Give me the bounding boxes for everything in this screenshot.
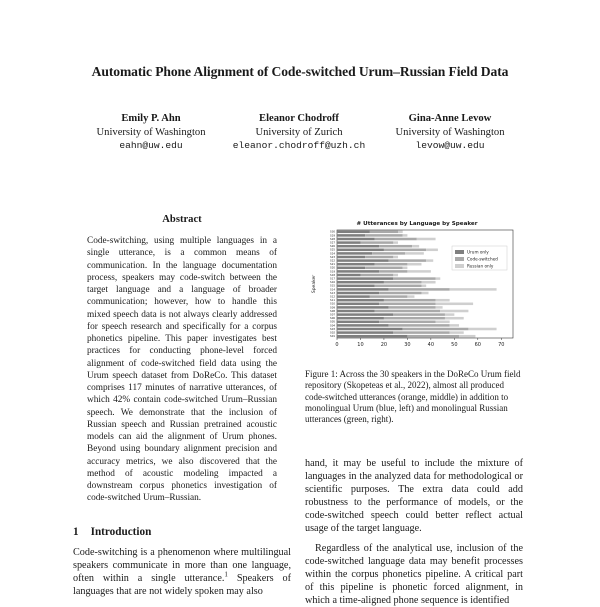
section-heading (73, 526, 151, 538)
y-tick-label: S10 (330, 302, 335, 306)
bar (440, 310, 468, 313)
bar (337, 274, 360, 277)
bar (436, 277, 441, 280)
author-email: eleanor.chodroff@uzh.ch (232, 140, 366, 151)
bar (375, 238, 417, 241)
bar (337, 335, 407, 338)
author-name: Emily P. Ahn (121, 113, 181, 124)
bar (421, 281, 435, 284)
bar (337, 317, 384, 320)
legend-entry: Urum only (467, 249, 489, 255)
bar (417, 238, 436, 241)
y-tick-label: S06 (330, 317, 335, 321)
bar (337, 270, 379, 273)
y-tick-label: S02 (330, 331, 335, 335)
bar (337, 292, 379, 295)
bar (426, 259, 433, 262)
bar (403, 267, 408, 270)
bar (337, 288, 389, 291)
y-tick-label: S08 (330, 309, 335, 313)
abstract-heading: Abstract (162, 214, 202, 225)
author-name: Eleanor Chodroff (259, 113, 339, 124)
y-tick-label: S03 (330, 327, 335, 331)
author-email: levow@uw.edu (415, 140, 485, 151)
bar (337, 252, 372, 255)
y-tick-label: S22 (330, 259, 335, 263)
bar (365, 267, 403, 270)
bar (337, 256, 365, 259)
bar (389, 324, 450, 327)
bar (379, 245, 412, 248)
footnote-marker: 1 (224, 570, 228, 579)
bar (450, 331, 464, 334)
y-tick-label: S09 (330, 306, 335, 310)
bar (372, 252, 405, 255)
bar (445, 317, 464, 320)
figure-1-chart (305, 226, 523, 354)
y-tick-label: S24 (330, 252, 335, 256)
bar (337, 321, 379, 324)
bar (436, 299, 450, 302)
bar (337, 299, 384, 302)
y-tick-label: S04 (330, 324, 335, 328)
bar (360, 241, 393, 244)
bar (436, 306, 443, 309)
bar (337, 328, 403, 331)
y-tick-label: S28 (330, 237, 335, 241)
bar (405, 252, 424, 255)
bar (389, 306, 436, 309)
bar (337, 281, 384, 284)
intro-paragraph (73, 546, 291, 598)
legend-swatch (455, 257, 464, 261)
y-tick-label: S14 (330, 288, 335, 292)
bar (407, 335, 459, 338)
bar (337, 245, 379, 248)
paper-title: Automatic Phone Alignment of Code-switched Urum–Russian Field Data (91, 64, 509, 79)
bar (407, 295, 414, 298)
section-number: 1 (73, 526, 79, 538)
bar (384, 299, 436, 302)
y-tick-label: S18 (330, 273, 335, 277)
bar (337, 285, 375, 288)
y-tick-label: S13 (330, 291, 335, 295)
bar (403, 328, 469, 331)
bar (365, 234, 403, 237)
bar (412, 245, 419, 248)
bar (398, 231, 403, 234)
bar (337, 303, 379, 306)
bar (365, 256, 393, 259)
legend-entry: Code-switched (467, 256, 498, 262)
bar (375, 263, 408, 266)
bar (337, 306, 389, 309)
bar (468, 328, 496, 331)
bar (360, 274, 393, 277)
bar (393, 256, 398, 259)
author-affiliation: University of Washington (96, 126, 206, 138)
bar (421, 285, 426, 288)
abstract-text: Code-switching, using multiple languages in a single utterance, is a common means of communication. In the language documentation process, speakers may code-switch between the target language and a language of broader communication; however, how to handle this mixed speech data is not always clearly addressed for speech research and specifically for a corpus phonetics pipeline. This paper investigates best practices for conducting phone-level forced alignment of code-switched field data using the Urum speech dataset from DoReCo. This dataset comprises 117 minutes of narrative utterances, of which 42% contain code-switched Urum–Russian speech. We demonstrate that the inclusion of Russian speech and Russian pretrained acoustic models can aid the alignment of Urum phones. Beyond using boundary alignment precision and accuracy metrics, we also discovered that the method of acoustic modeling impacted a downstream corpus phonetics investigation of code-switched Urum–Russian. (87, 236, 277, 504)
bar (337, 277, 393, 280)
y-tick-label: S26 (330, 245, 335, 249)
y-tick-label: S23 (330, 255, 335, 259)
y-tick-label: S19 (330, 270, 335, 274)
bar (379, 292, 421, 295)
right-column-text (305, 457, 523, 607)
bar (379, 303, 435, 306)
bar (389, 288, 450, 291)
bar (459, 335, 475, 338)
x-tick-label: 20 (380, 342, 388, 348)
bar (407, 263, 421, 266)
legend-swatch (455, 264, 464, 268)
bar (436, 321, 450, 324)
bar (450, 324, 459, 327)
y-tick-label: S01 (330, 335, 335, 339)
bar (445, 313, 454, 316)
bar (337, 241, 360, 244)
author-email: eahn@uw.edu (119, 140, 183, 151)
intro-text: Code-switching is a phenomenon where multilingual speakers communicate in more than one language, often within a single utterance. (73, 547, 291, 585)
y-tick-label: S25 (330, 248, 335, 252)
x-tick-label: 50 (451, 342, 458, 348)
bar (379, 270, 407, 273)
y-axis-label: Speaker (312, 274, 317, 294)
author-name: Gina-Anne Levow (408, 113, 492, 124)
bar (337, 324, 389, 327)
legend-swatch (455, 250, 464, 254)
bar (337, 238, 375, 241)
bar (436, 303, 474, 306)
author-affiliation: University of Washington (395, 126, 505, 138)
author-affiliation: University of Zurich (255, 126, 343, 138)
bar (426, 249, 438, 252)
bar (450, 288, 497, 291)
bar (421, 292, 428, 295)
bar (337, 263, 375, 266)
bar (337, 313, 393, 316)
bar (384, 281, 422, 284)
x-tick-label: 30 (404, 342, 411, 348)
bar (393, 241, 398, 244)
bar (337, 259, 389, 262)
x-tick-label: 60 (474, 342, 481, 348)
bar (375, 285, 422, 288)
bar (393, 331, 449, 334)
paragraph: hand, it may be useful to include the mixture of languages in the analyzed data for methodological or scientific purposes. The extra data could add robustness to the performance of models, or the code-switched speech could better reflect actual usage of the target language. (305, 458, 523, 535)
bar (384, 317, 445, 320)
intro-text-continued: Speakers of languages that are not widely spoken may also (73, 573, 291, 598)
bar (337, 310, 375, 313)
y-tick-label: S05 (330, 320, 335, 324)
bar (370, 295, 408, 298)
legend-entry: Russian only (467, 263, 494, 269)
bar (337, 267, 365, 270)
bar (337, 249, 384, 252)
bar (389, 259, 427, 262)
author-block (355, 112, 545, 153)
y-tick-label: S27 (330, 241, 335, 245)
y-tick-label: S21 (330, 263, 335, 267)
bar (375, 310, 441, 313)
bar (393, 313, 445, 316)
bar (393, 274, 398, 277)
x-tick-label: 10 (357, 342, 364, 348)
paragraph: Regardless of the analytical use, inclusion of the code-switched language data may benefit processes within the corpus phonetics pipeline. A critical part of this pipeline is phonetic forced alignment, in which a time-aligned phone sequence is identified (305, 542, 523, 606)
y-tick-label: S30 (330, 230, 335, 234)
bar (393, 277, 435, 280)
bar (384, 249, 426, 252)
y-tick-label: S29 (330, 234, 335, 238)
bar (337, 331, 393, 334)
y-tick-label: S16 (330, 281, 335, 285)
bar (337, 231, 370, 234)
section-title: Introduction (90, 526, 152, 538)
abstract-section (73, 214, 291, 505)
y-tick-label: S20 (330, 266, 335, 270)
y-tick-label: S15 (330, 284, 335, 288)
bar (407, 270, 430, 273)
y-tick-label: S17 (330, 277, 335, 281)
y-tick-label: S07 (330, 313, 335, 317)
figure-caption: Figure 1: Across the 30 speakers in the DoReCo Urum field repository (Skopeteas et al., 2022), almost all produced code-switched utterances (orange, middle) in addition to monolingual Urum (blue, left) and monolingual Russian utterances (green, right). (305, 369, 521, 425)
bar (379, 321, 435, 324)
bar (337, 295, 370, 298)
y-tick-label: S11 (330, 299, 335, 303)
y-tick-label: S12 (330, 295, 335, 299)
bar (403, 234, 408, 237)
chart-title: # Utterances by Language by Speaker (356, 221, 478, 227)
x-tick-label: 40 (427, 342, 435, 348)
bar (370, 231, 398, 234)
x-tick-label: 70 (498, 342, 505, 348)
x-tick-label: 0 (335, 342, 339, 348)
bar (337, 234, 365, 237)
